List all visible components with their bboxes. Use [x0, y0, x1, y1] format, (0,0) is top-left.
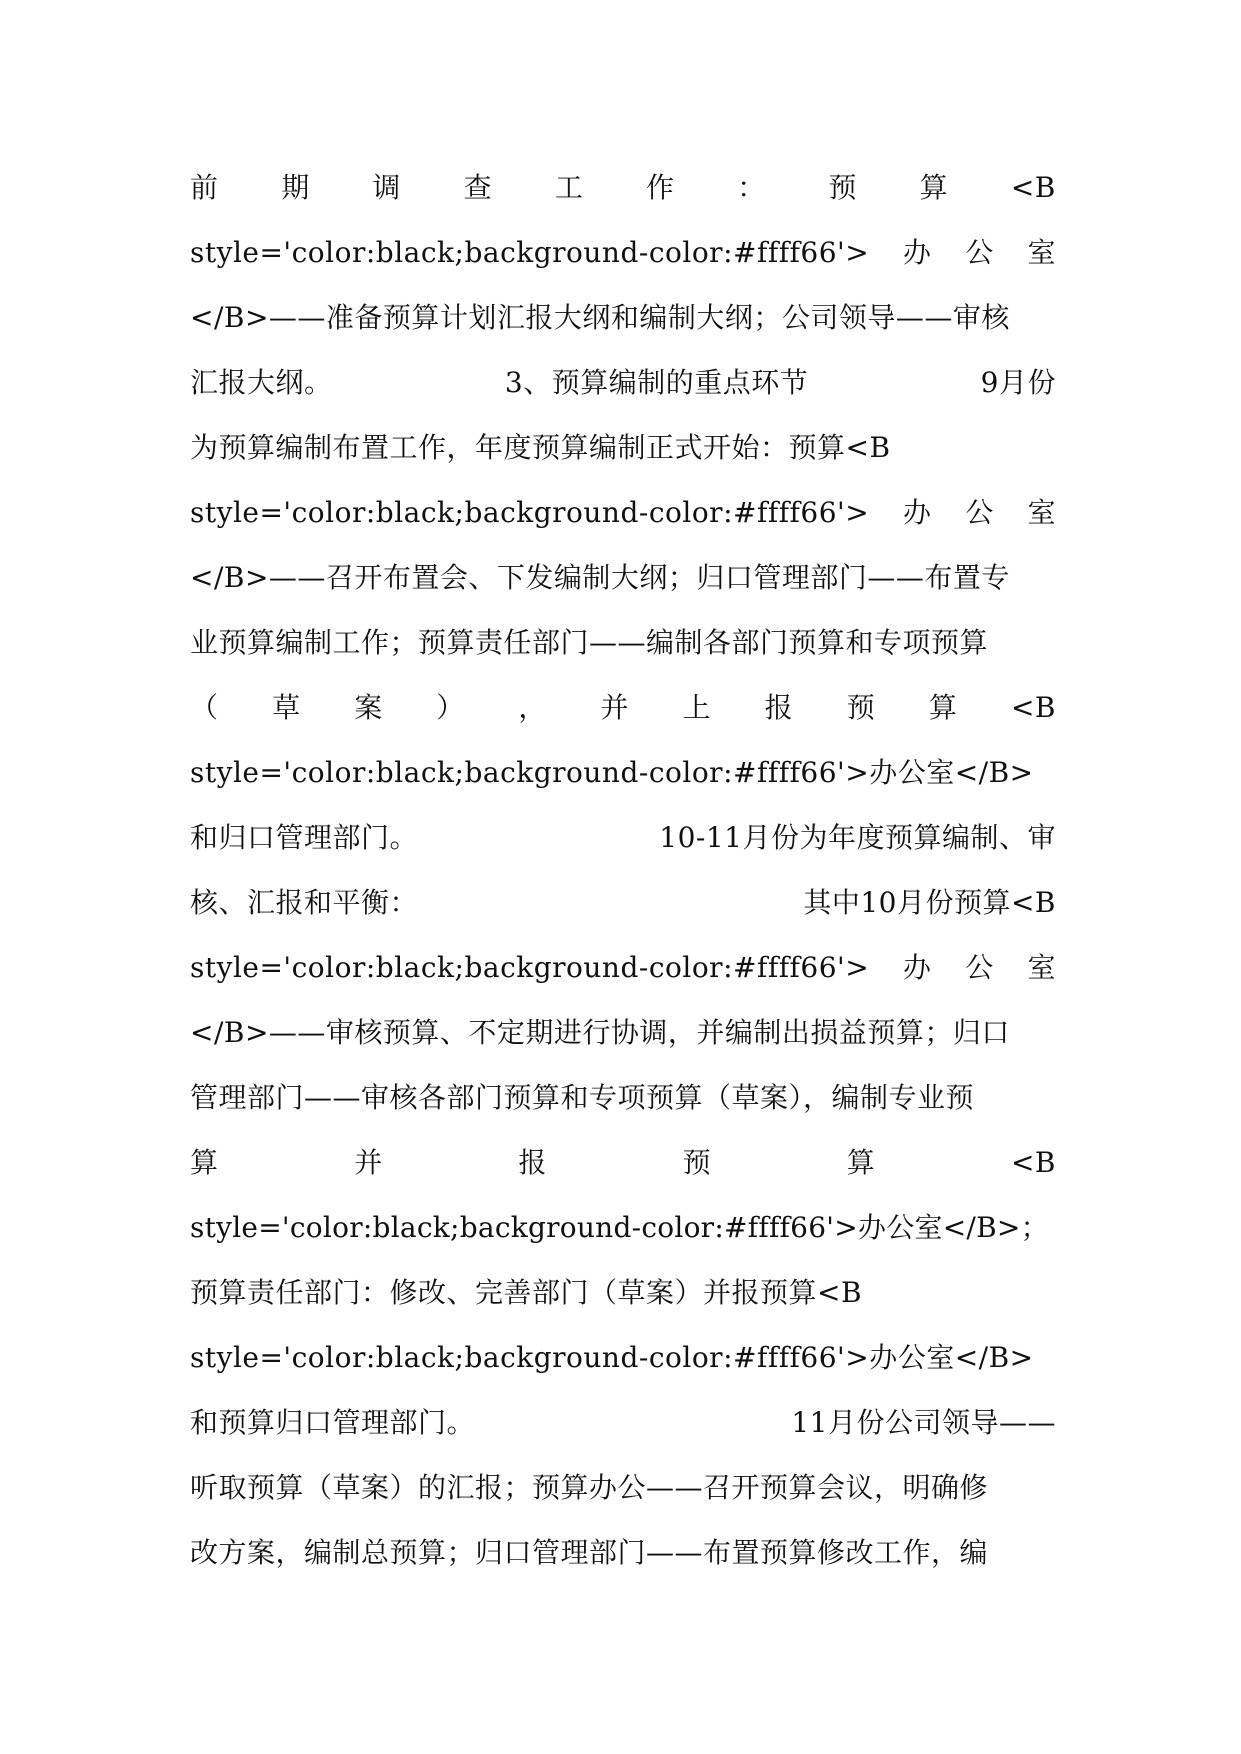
text-line: 改方案，编制总预算；归口管理部门——布置预算修改工作，编 [190, 1536, 989, 1569]
text-segment: <B [1010, 1146, 1056, 1179]
text-line [190, 805, 1056, 870]
text-segment: 办 [902, 496, 932, 529]
text-segment: 室 [1027, 236, 1056, 269]
text-segment: 预 [846, 691, 876, 724]
text-line [190, 155, 1056, 220]
text-segment: 案 [354, 691, 383, 724]
text-segment: 3、预算编制的重点环节 [504, 366, 809, 399]
text-segment: <B [1010, 691, 1056, 724]
text-segment: 草 [272, 691, 301, 724]
text-line [190, 350, 1056, 415]
text-segment: 公 [965, 951, 994, 984]
text-segment: 期 [281, 171, 310, 204]
text-line: 为预算编制布置工作，年度预算编制正式开始：预算<B [190, 431, 891, 464]
text-line: </B>——准备预算计划汇报大纲和编制大纲；公司领导——审核 [190, 301, 1010, 334]
text-segment: 公 [965, 236, 994, 269]
text-segment: 工 [554, 171, 584, 204]
text-segment: 办 [902, 951, 932, 984]
text-line: style='color:black;background-color:#ffff66'>办公室</B> [190, 756, 1034, 789]
text-segment: 核、汇报和平衡： [190, 886, 419, 919]
text-line: </B>——审核预算、不定期进行协调，并编制出损益预算；归口 [190, 1016, 1010, 1049]
text-segment: ） [436, 691, 465, 724]
text-segment: style='color:black;background-color:#ffff66'> [190, 236, 870, 269]
text-segment: 算 [846, 1146, 876, 1179]
text-line: </B>——召开布置会、下发编制大纲；归口管理部门——布置专 [190, 561, 1010, 594]
body-text [190, 155, 1056, 1585]
text-line [190, 675, 1056, 740]
text-segment: （ [190, 691, 219, 724]
text-segment: 9月份 [980, 366, 1056, 399]
text-segment: <B [1010, 171, 1056, 204]
text-segment: 调 [372, 171, 401, 204]
text-segment: 和归口管理部门。 [190, 821, 419, 854]
text-segment: 其中10月份预算<B [803, 886, 1056, 919]
text-segment: 报 [764, 691, 794, 724]
text-segment: 作 [646, 171, 675, 204]
text-line: 预算责任部门：修改、完善部门（草案）并报预算<B [190, 1276, 863, 1309]
text-segment: 并 [354, 1146, 383, 1179]
text-segment: 和预算归口管理部门。 [190, 1406, 476, 1439]
text-segment: 报 [518, 1146, 547, 1179]
text-segment: ， [518, 691, 547, 724]
text-line [190, 1390, 1056, 1455]
text-segment: 预 [682, 1146, 712, 1179]
text-segment: 算 [190, 1146, 219, 1179]
text-segment: 上 [682, 691, 712, 724]
text-segment: style='color:black;background-color:#ffff66'> [190, 951, 870, 984]
text-line: style='color:black;background-color:#ffff66'>办公室</B> [190, 1341, 1034, 1374]
text-line: 业预算编制工作；预算责任部门——编制各部门预算和专项预算 [190, 626, 989, 659]
text-segment: 室 [1027, 951, 1056, 984]
text-line [190, 870, 1056, 935]
text-segment: 前 [190, 171, 219, 204]
text-segment: 公 [965, 496, 994, 529]
text-segment: style='color:black;background-color:#ffff66'> [190, 496, 870, 529]
text-line: 管理部门——审核各部门预算和专项预算（草案），编制专业预 [190, 1081, 975, 1114]
text-line: 听取预算（草案）的汇报；预算办公——召开预算会议，明确修 [190, 1471, 989, 1504]
text-segment: 并 [600, 691, 629, 724]
text-segment: ： [737, 171, 766, 204]
text-segment: 算 [919, 171, 949, 204]
text-line [190, 480, 1056, 545]
text-segment: 算 [928, 691, 958, 724]
text-segment: 预 [828, 171, 857, 204]
text-line [190, 1130, 1056, 1195]
text-segment: 查 [463, 171, 493, 204]
text-line [190, 220, 1056, 285]
text-segment: 11月份公司领导—— [791, 1406, 1056, 1439]
text-segment: 室 [1027, 496, 1056, 529]
text-line [190, 935, 1056, 1000]
text-segment: 办 [902, 236, 932, 269]
text-line: style='color:black;background-color:#ffff66'>办公室</B>； [190, 1211, 1049, 1244]
text-segment: 汇报大纲。 [190, 366, 333, 399]
text-segment: 10-11月份为年度预算编制、审 [659, 821, 1056, 854]
